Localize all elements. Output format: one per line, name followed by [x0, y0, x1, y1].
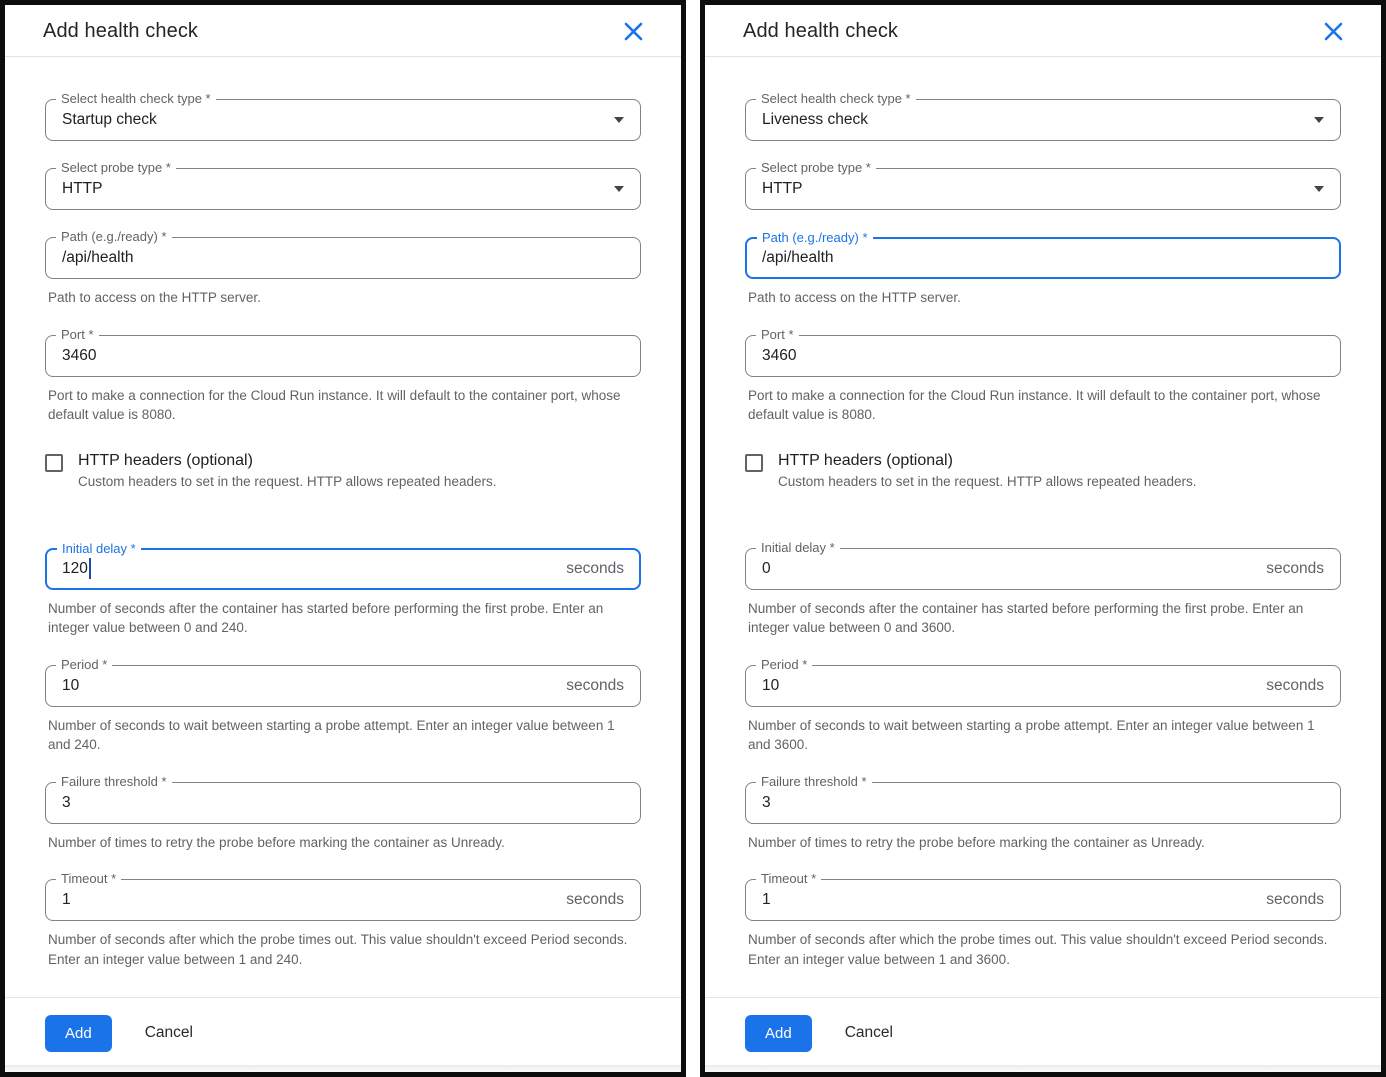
dialog-footer: [5, 997, 681, 1065]
timeout-value: 1: [762, 891, 771, 909]
health-check-type-select[interactable]: [45, 91, 641, 141]
close-button[interactable]: [621, 19, 645, 43]
dialog-title: Add health check: [743, 19, 899, 42]
health-check-type-label: Select health check type *: [56, 91, 216, 106]
add-health-check-dialog-liveness: [700, 0, 1386, 1077]
period-label: Period *: [756, 657, 812, 672]
dialog-header: [5, 5, 681, 57]
path-label: Path (e.g./ready) *: [56, 229, 172, 244]
dialog-body: [705, 57, 1381, 997]
port-label: Port *: [756, 327, 799, 342]
dropdown-arrow-icon: [1314, 117, 1324, 123]
failure-threshold-helper-text: Number of times to retry the probe before marking the container as Unready.: [48, 834, 505, 850]
initial-delay-helper-text: Number of seconds after the container has started before performing the first probe. Enter an integer value between 0 and 240.: [48, 600, 604, 636]
timeout-unit: seconds: [1266, 891, 1324, 909]
probe-type-value: HTTP: [62, 180, 103, 197]
period-value: 10: [62, 676, 80, 694]
path-value: /api/health: [762, 249, 834, 266]
close-icon: [1324, 22, 1343, 41]
path-input[interactable]: [745, 230, 1341, 279]
health-check-type-label: Select health check type *: [756, 91, 916, 106]
failure-threshold-helper-text: Number of times to retry the probe before marking the container as Unready.: [748, 834, 1205, 850]
http-headers-checkbox[interactable]: [745, 454, 763, 472]
failure-threshold-input[interactable]: [45, 773, 641, 824]
period-label: Period *: [56, 657, 112, 672]
initial-delay-value: 120: [62, 559, 88, 577]
health-check-type-value: Startup check: [62, 111, 157, 128]
http-headers-label[interactable]: HTTP headers (optional): [78, 451, 253, 469]
initial-delay-unit: seconds: [566, 559, 624, 577]
failure-threshold-value: 3: [62, 793, 71, 811]
period-input[interactable]: [45, 656, 641, 707]
timeout-input[interactable]: [45, 871, 641, 921]
add-button[interactable]: Add: [745, 1015, 812, 1052]
add-button[interactable]: Add: [45, 1015, 112, 1052]
dialog-bottom-scrim: [705, 1065, 1381, 1072]
http-headers-checkbox[interactable]: [45, 454, 63, 472]
timeout-label: Timeout *: [56, 871, 121, 886]
port-value: 3460: [62, 346, 97, 364]
port-helper-text: Port to make a connection for the Cloud Run instance. It will default to the container port, whose default value is 8080.: [748, 387, 1321, 423]
probe-type-label: Select probe type *: [56, 160, 176, 175]
dialog-header: [705, 5, 1381, 57]
health-check-type-select[interactable]: [745, 91, 1341, 141]
probe-type-value: HTTP: [762, 180, 803, 197]
path-value: /api/health: [62, 249, 134, 266]
port-value: 3460: [762, 346, 797, 364]
period-helper-text: Number of seconds to wait between starting a probe attempt. Enter an integer value between 1 and 3600.: [748, 717, 1315, 753]
timeout-unit: seconds: [566, 891, 624, 909]
timeout-helper-text: Number of seconds after which the probe times out. This value shouldn't exceed Period seconds. Enter an integer value between 1 and 240.: [48, 932, 628, 967]
period-helper-text: Number of seconds to wait between starting a probe attempt. Enter an integer value between 1 and 240.: [48, 717, 615, 753]
initial-delay-helper-text: Number of seconds after the container has started before performing the first probe. Enter an integer value between 0 and 3600.: [748, 600, 1304, 636]
probe-type-label: Select probe type *: [756, 160, 876, 175]
initial-delay-unit: seconds: [1266, 559, 1324, 577]
http-headers-label[interactable]: HTTP headers (optional): [778, 451, 953, 469]
path-helper-text: Path to access on the HTTP server.: [48, 290, 261, 305]
cancel-button[interactable]: Cancel: [144, 1024, 193, 1042]
initial-delay-input[interactable]: [745, 539, 1341, 590]
initial-delay-label: Initial delay *: [756, 540, 840, 555]
timeout-helper-text: Number of seconds after which the probe times out. This value shouldn't exceed Period seconds. Enter an integer value between 1 and 3600.: [748, 932, 1328, 967]
initial-delay-input[interactable]: [45, 540, 641, 590]
failure-threshold-input[interactable]: [745, 773, 1341, 824]
failure-threshold-value: 3: [762, 793, 771, 811]
failure-threshold-label: Failure threshold *: [756, 774, 872, 789]
cancel-button[interactable]: Cancel: [844, 1024, 893, 1042]
health-check-type-value: Liveness check: [762, 111, 868, 128]
add-health-check-dialog-startup: [0, 0, 686, 1077]
period-unit: seconds: [1266, 676, 1324, 694]
port-label: Port *: [56, 327, 99, 342]
dropdown-arrow-icon: [1314, 186, 1324, 192]
probe-type-select[interactable]: [745, 160, 1341, 210]
close-button[interactable]: [1321, 19, 1345, 43]
dialog-footer: [705, 997, 1381, 1065]
dropdown-arrow-icon: [614, 186, 624, 192]
failure-threshold-label: Failure threshold *: [56, 774, 172, 789]
dialog-bottom-scrim: [5, 1065, 681, 1072]
path-input[interactable]: [45, 229, 641, 279]
dropdown-arrow-icon: [614, 117, 624, 123]
timeout-input[interactable]: [745, 871, 1341, 921]
port-input[interactable]: [45, 326, 641, 377]
path-helper-text: Path to access on the HTTP server.: [748, 290, 961, 305]
timeout-value: 1: [62, 891, 71, 909]
text-caret: [89, 558, 91, 579]
path-label: Path (e.g./ready) *: [757, 230, 873, 245]
probe-type-select[interactable]: [45, 160, 641, 210]
period-input[interactable]: [745, 656, 1341, 707]
port-helper-text: Port to make a connection for the Cloud Run instance. It will default to the container port, whose default value is 8080.: [48, 387, 621, 423]
timeout-label: Timeout *: [756, 871, 821, 886]
period-value: 10: [762, 676, 780, 694]
http-headers-description: Custom headers to set in the request. HTTP allows repeated headers.: [778, 473, 1197, 489]
close-icon: [624, 22, 643, 41]
initial-delay-label: Initial delay *: [57, 541, 141, 556]
port-input[interactable]: [745, 326, 1341, 377]
period-unit: seconds: [566, 676, 624, 694]
http-headers-description: Custom headers to set in the request. HTTP allows repeated headers.: [78, 473, 497, 489]
dialog-title: Add health check: [43, 19, 199, 42]
dialog-body: [5, 57, 681, 997]
initial-delay-value: 0: [762, 559, 771, 577]
